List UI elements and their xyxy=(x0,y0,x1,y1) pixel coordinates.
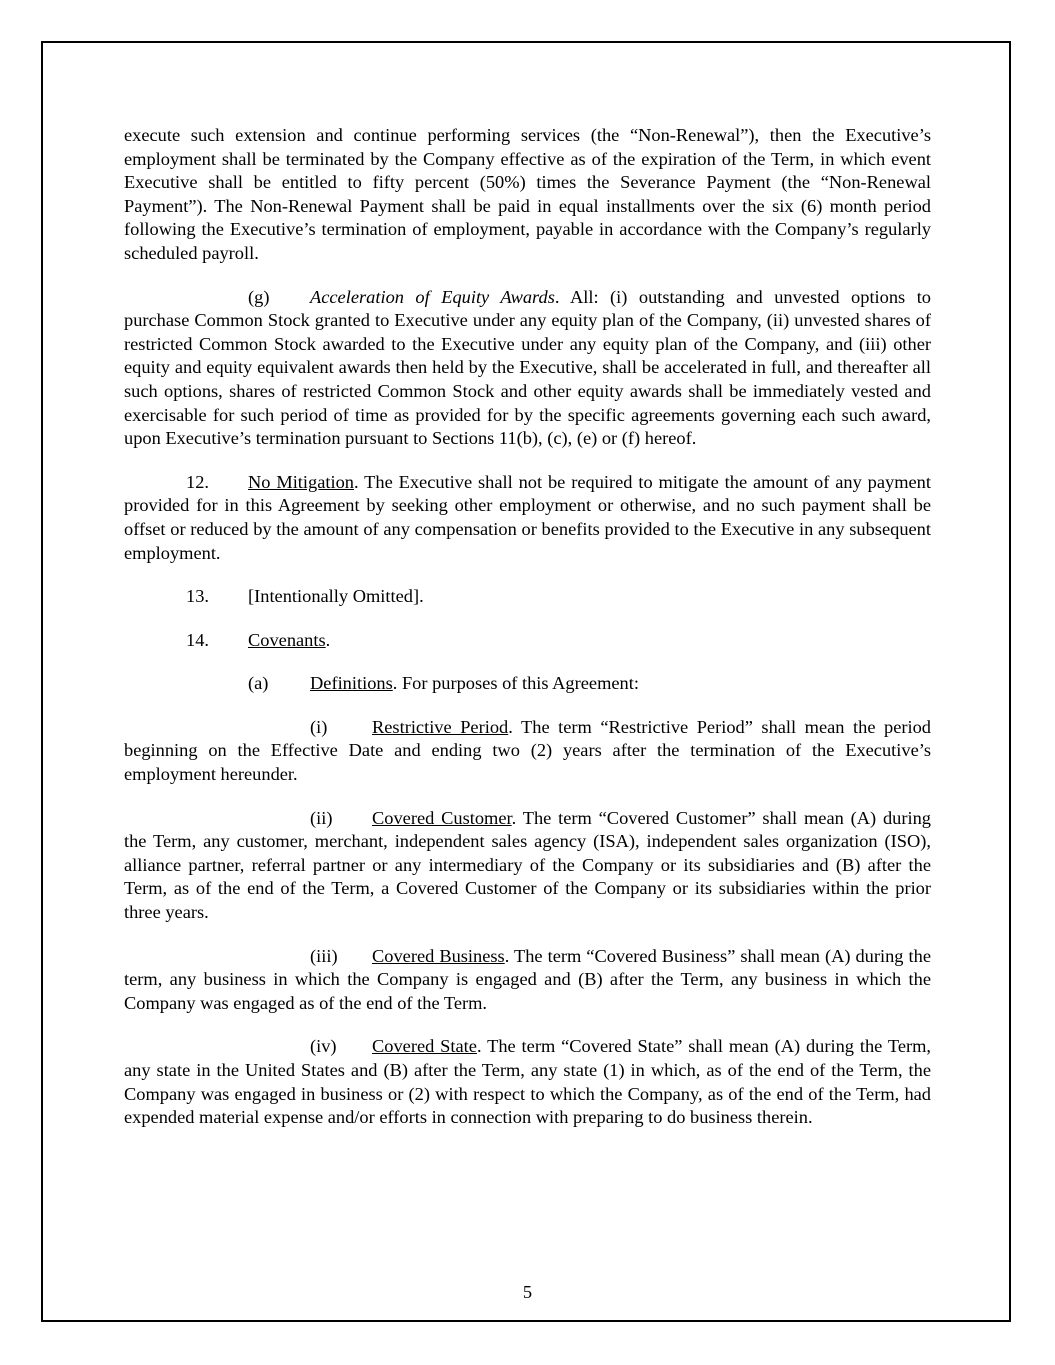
paragraph-non-renewal-continuation: execute such extension and continue performing services (the “Non-Renewal”), then the Executive’s employment shall be terminated by the Company effective as of the expiration of the Term, in which event Executive shall be entitled to fifty percent (50%) times the Severance Payment (the “Non-Renewal Payment”). The Non-Renewal Payment shall be paid in equal installments over the six (6) month period following the Executive’s termination of employment, payable in accordance with the Company’s regularly scheduled payroll. xyxy=(124,125,931,263)
section-title: Covered State xyxy=(372,1036,477,1057)
paragraph-iii-covered-business xyxy=(124,945,931,1016)
section-title: Covered Customer xyxy=(372,807,512,828)
paragraph-14-covenants xyxy=(124,629,931,653)
paragraph-a-definitions xyxy=(124,672,931,696)
section-number: (iv) xyxy=(310,1036,337,1057)
section-number: 13. xyxy=(186,586,209,607)
section-number: 12. xyxy=(186,471,209,492)
section-text: . For purposes of this Agreement: xyxy=(392,673,639,694)
paragraph-g-acceleration-of-equity-awards xyxy=(124,286,931,451)
section-title: Covenants xyxy=(248,629,326,650)
section-text: [Intentionally Omitted]. xyxy=(248,586,424,607)
paragraph-12-no-mitigation xyxy=(124,471,931,565)
section-text: . The term “Restrictive Period” shall mean the period beginning on the Effective Date and ending two (2) years after the termination of the Executive’s employment hereunder. xyxy=(124,716,931,785)
section-number: (iii) xyxy=(310,945,338,966)
section-title: No Mitigation xyxy=(248,471,354,492)
page-number: 5 xyxy=(522,1282,533,1302)
section-text: . xyxy=(325,629,331,650)
paragraph-ii-covered-customer xyxy=(124,807,931,925)
paragraph-i-restrictive-period xyxy=(124,716,931,787)
document-body xyxy=(124,124,931,1150)
section-title: Definitions xyxy=(310,673,393,694)
section-title: Restrictive Period xyxy=(372,716,509,737)
section-number: (ii) xyxy=(310,807,333,828)
section-number: (i) xyxy=(310,716,328,737)
paragraph-iv-covered-state xyxy=(124,1035,931,1129)
section-text: . The term “Covered Customer” shall mean (A) during the Term, any customer, merchant, independent sales agency (ISA), independent sales organization (ISO), alliance partner, referral partner or any intermediary of the Company or its subsidiaries and (B) after the Term, as of the end of the Term, a Covered Customer of the Company or its subsidiaries within the prior three years. xyxy=(124,807,931,923)
section-title: Covered Business xyxy=(372,945,505,966)
section-text: . The term “Covered State” shall mean (A) during the Term, any state in the United States and (B) after the Term, any state (1) in which, as of the end of the Term, the Company was engaged in business or (2) with respect to which the Company, as of the end of the Term, had expended material expense and/or efforts in connection with preparing to do business therein. xyxy=(124,1036,932,1128)
section-number: (a) xyxy=(248,673,269,694)
section-text: . All: (i) outstanding and unvested options to purchase Common Stock granted to Executive under any equity plan of the Company, (ii) unvested shares of restricted Common Stock awarded to the Executive under any equity plan of the Company, and (iii) other equity and equity equivalent awards then held by the Executive, shall be accelerated in full, and thereafter all such options, shares of restricted Common Stock and other equity awards shall be immediately vested and exercisable for such period of time as provided for by the specific agreements governing each such award, upon Executive’s termination pursuant to Sections 11(b), (c), (e) or (f) hereof. xyxy=(124,286,932,449)
section-number: 14. xyxy=(186,629,209,650)
section-title: Acceleration of Equity Awards xyxy=(310,286,555,307)
section-number: (g) xyxy=(248,286,270,307)
paragraph-13-intentionally-omitted xyxy=(124,585,931,609)
section-text: . The term “Covered Business” shall mean (A) during the term, any business in which the Company is engaged and (B) after the Term, any business in which the Company was engaged as of the end of the Term. xyxy=(124,945,931,1013)
section-text: . The Executive shall not be required to mitigate the amount of any payment provided for in this Agreement by seeking other employment or otherwise, and no such payment shall be offset or reduced by the amount of any compensation or benefits provided to the Executive in any subsequent employment. xyxy=(124,471,931,563)
